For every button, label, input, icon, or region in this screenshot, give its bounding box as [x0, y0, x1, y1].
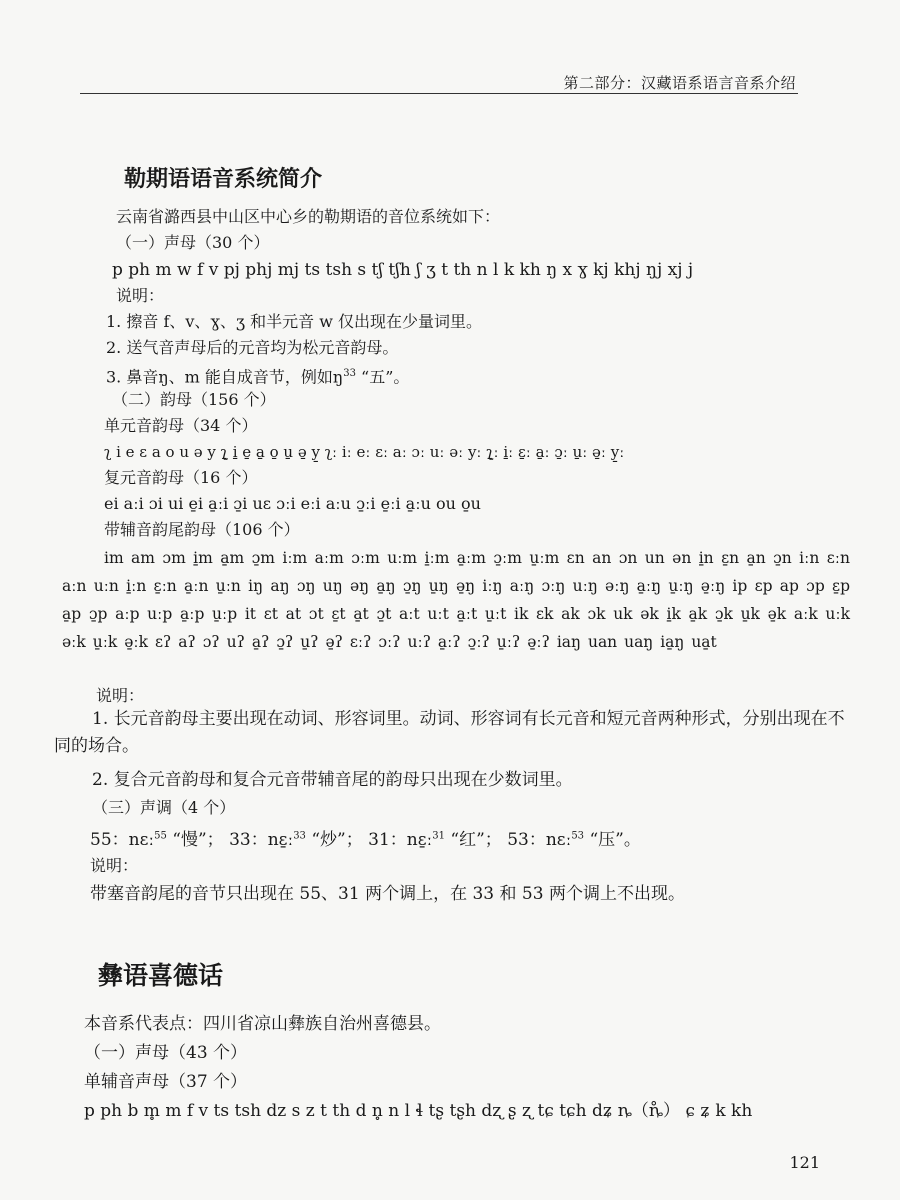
yi-single-heading: 单辅音声母（37 个） — [84, 1072, 248, 1092]
compound-finals-heading: 复元音韵母（16 个） — [104, 468, 258, 487]
tone-55: 55：nɛː$^{55}$ “慢”； — [90, 829, 224, 850]
final-note: 带塞音韵尾的音节只出现在 55、31 两个调上，在 33 和 53 两个调上不出现。 — [90, 884, 685, 904]
single-finals-list: ʅ i e ɛ a o u ə y ʅ̱ i̱ e̱ a̱ o̱ u̱ ə̱ y̱ ʅː iː eː ɛː aː ɔː uː əː yː ʅ̱ː i̱ː ɛ̱ː a̱ː ɔ̱ː u̱ː ə̱ː y̱ː — [104, 443, 625, 461]
note-3 — [106, 364, 409, 387]
note2-item-1: 1. 长元音韵母主要出现在动词、形容词里。动词、形容词有长元音和短元音两种形式，分别出现在不同的场合。 — [54, 709, 845, 756]
section-title-leqi: 勒期语语音系统简介 — [124, 167, 323, 192]
finals-heading: （二）韵母（156 个） — [112, 390, 276, 409]
note-1: 1. 擦音 f、v、ɣ、ʒ 和半元音 w 仅出现在少量词里。 — [106, 312, 482, 331]
note2-label: 说明： — [96, 686, 145, 705]
note-2: 2. 送气音声母后的元音均为松元音韵母。 — [106, 338, 399, 357]
tones-heading: （三）声调（4 个） — [92, 798, 236, 817]
tone-33: 33：nɛ̱ː$^{33}$ “炒”； — [229, 829, 363, 850]
note-3-suffix: “五”。 — [355, 367, 410, 387]
tone-53: 53：nɛː$^{53}$ “压”。 — [507, 829, 641, 850]
note-3-prefix: 3. 鼻音ŋ、m 能自成音节，例如ŋ — [106, 367, 344, 387]
yi-intro: 本音系代表点：四川省凉山彝族自治州喜德县。 — [84, 1014, 441, 1034]
intro-text: 云南省潞西县中山区中心乡的勒期语的音位系统如下： — [116, 207, 501, 226]
tones-line — [90, 826, 641, 850]
yi-initials-list: p ph b m̥ m f v ts tsh dz s z t th d n̥ n l ɬ tʂ tʂh dʐ ʂ ʐ tɕ tɕh dʑ ȵ（ȵ̊） ɕ ʑ k kh — [84, 1101, 753, 1121]
note2-item-2: 2. 复合元音韵母和复合元音带辅音尾的韵母只出现在少数词里。 — [92, 770, 573, 790]
initials-heading: （一）声母（30 个） — [116, 233, 270, 252]
note-label: 说明： — [116, 286, 165, 305]
coda-finals-list: im am ɔm i̱m a̱m ɔ̱m iːm aːm ɔːm uːm i̱ːm a̱ːm ɔ̱ːm u̱ːm ɛn an ɔn un ən i̱n ɛ̱n a̱n ɔ̱n iːn ɛːn aːn uːn i̱ːn ɛ̱ːn a̱ːn u̱ːn iŋ aŋ ɔŋ uŋ əŋ a̱ŋ ɔ̱ŋ u̱ŋ ə̱ŋ iːŋ aːŋ ɔːŋ uːŋ əːŋ a̱ːŋ u̱ːŋ ə̱ːŋ ip ɛp ap ɔp ɛ̱p a̱p ɔ̱p aːp uːp a̱ːp u̱ːp it ɛt at ɔt ɛ̱t a̱t ɔ̱t aːt uːt a̱ːt u̱ːt ik ɛk ak ɔk uk ək i̱k a̱k ɔ̱k u̱k ə̱k aːk uːk əːk u̱ːk ə̱ːk ɛʔ aʔ ɔʔ uʔ a̱ʔ ɔ̱ʔ u̱ʔ ə̱ʔ ɛːʔ ɔːʔ uːʔ a̱ːʔ ɔ̱ːʔ u̱ːʔ ə̱ːʔ iaŋ uan uaŋ ia̱ŋ ua̱t — [62, 549, 850, 651]
page-number: 121 — [789, 1153, 820, 1172]
note3-label: 说明： — [90, 856, 139, 875]
tone-31: 31：nɛ̱ː$^{31}$ “红”； — [368, 829, 502, 850]
initials-list: p ph m w f v pj phj mj ts tsh s tʃ tʃh ʃ ʒ t th n l k kh ŋ x ɣ kj khj ŋj xj j — [112, 260, 694, 280]
yi-initials-heading: （一）声母（43 个） — [84, 1043, 248, 1063]
header-rule — [80, 93, 798, 94]
running-head: 第二部分：汉藏语系语言音系介绍 — [563, 74, 796, 92]
single-finals-heading: 单元音韵母（34 个） — [104, 416, 258, 435]
compound-finals-list: ei aːi ɔi ui e̱i a̱ːi ɔ̱i uɛ ɔːi eːi aːu ɔ̱ːi e̱ːi a̱ːu ou o̱u — [104, 494, 481, 513]
coda-finals-heading: 带辅音韵尾韵母（106 个） — [104, 520, 300, 539]
note-3-tone: 33 — [343, 368, 356, 379]
section-title-yi: 彝语喜德话 — [98, 961, 224, 990]
